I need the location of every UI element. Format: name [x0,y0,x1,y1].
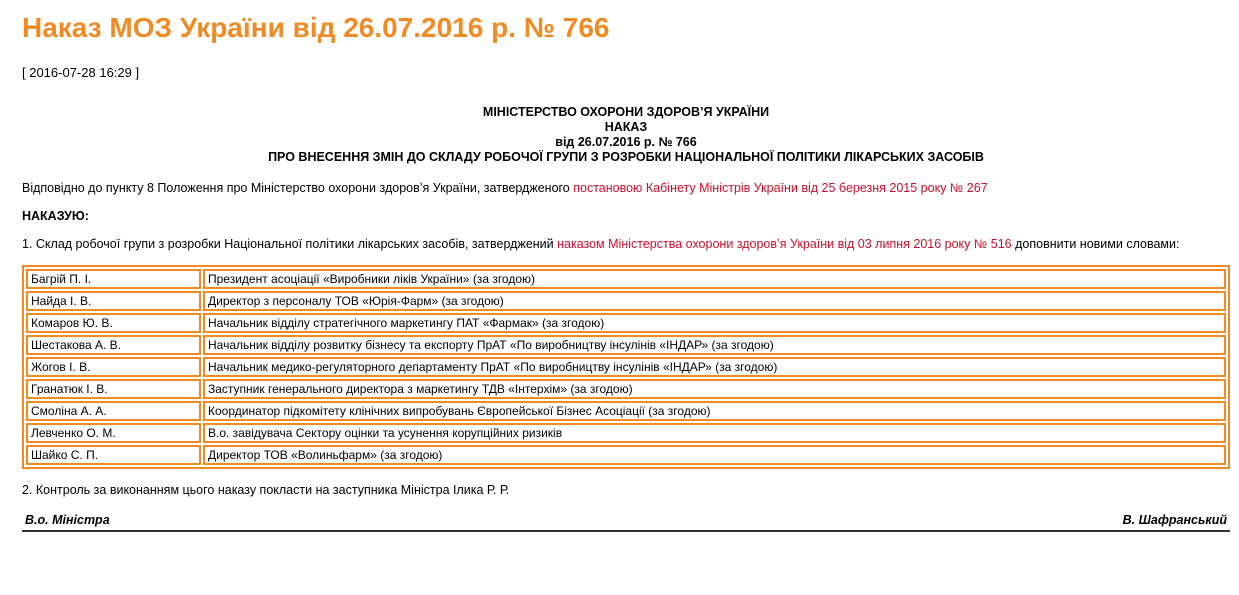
members-table [22,265,1230,469]
table-row [26,291,1226,311]
document-date-number: від 26.07.2016 р. № 766 [555,135,697,149]
member-name: Левченко О. М. [26,423,201,443]
member-position: Президент асоціації «Виробники ліків України» (за згодою) [203,269,1226,289]
member-name: Найда І. В. [26,291,201,311]
order-word: НАКАЗУЮ: [22,209,89,223]
table-row [26,335,1226,355]
point-2-paragraph: 2. Контроль за виконанням цього наказу покласти на заступника Міністра Ілика Р. Р. [22,483,510,497]
publish-timestamp: [ 2016-07-28 16:29 ] [22,65,140,80]
member-name: Жогов І. В. [26,357,201,377]
point-1-text-after: доповнити новими словами: [1011,237,1180,251]
member-position: Начальник відділу стратегічного маркетингу ПАТ «Фармак» (за згодою) [203,313,1226,333]
member-position: Координатор підкомітету клінічних випробувань Європейської Бізнес Асоціації (за згодою) [203,401,1226,421]
document-subject: ПРО ВНЕСЕННЯ ЗМІН ДО СКЛАДУ РОБОЧОЇ ГРУПИ З РОЗРОБКИ НАЦІОНАЛЬНОЇ ПОЛІТИКИ ЛІКАРСЬКИХ ЗАСОБІВ [268,150,984,164]
basis-text: Відповідно до пункту 8 Положення про Міністерство охорони здоров’я України, затвердженого [22,181,574,195]
ministry-name: МІНІСТЕРСТВО ОХОРОНИ ЗДОРОВ’Я УКРАЇНИ [482,105,770,119]
point-1-text-before: 1. Склад робочої групи з розробки Національної політики лікарських засобів, затверджений [22,237,558,251]
table-row [26,379,1226,399]
order-516-link[interactable]: наказом Міністерства охорони здоров’я України від 03 липня 2016 року № 516 [557,237,1012,251]
member-name: Гранатюк І. В. [26,379,201,399]
member-name: Шестакова А. В. [26,335,201,355]
document-type: НАКАЗ [604,120,648,134]
member-position: В.о. завідувача Сектору оцінки та усунення корупційних ризиків [203,423,1226,443]
signature-name: В. Шафранський [1122,513,1227,527]
document-page [22,0,1230,532]
member-name: Багрій П. І. [26,269,201,289]
table-row [26,401,1226,421]
member-name: Смоліна А. А. [26,401,201,421]
resolution-link[interactable]: постановою Кабінету Міністрів України від 25 березня 2015 року № 267 [573,181,988,195]
signature-role: В.о. Міністра [25,513,110,527]
member-name: Шайко С. П. [26,445,201,465]
table-row [26,269,1226,289]
table-row [26,357,1226,377]
member-name: Комаров Ю. В. [26,313,201,333]
member-position: Начальник відділу розвитку бізнесу та експорту ПрАТ «По виробництву інсулінів «ІНДАР» (за згодою) [203,335,1226,355]
signature-block [22,513,1230,532]
point-1-paragraph [22,237,1230,252]
page-title: Наказ МОЗ України від 26.07.2016 р. № 766 [22,12,610,43]
document-heading [22,105,1230,165]
member-position: Начальник медико-регуляторного департаменту ПрАТ «По виробництву інсулінів «ІНДАР» (за згодою) [203,357,1226,377]
member-position: Директор з персоналу ТОВ «Юрія-Фарм» (за згодою) [203,291,1226,311]
basis-paragraph [22,181,1230,196]
member-position: Заступник генерального директора з маркетингу ТДВ «Інтерхім» (за згодою) [203,379,1226,399]
member-position: Директор ТОВ «Волиньфарм» (за згодою) [203,445,1226,465]
table-row [26,313,1226,333]
table-row [26,445,1226,465]
table-row [26,423,1226,443]
